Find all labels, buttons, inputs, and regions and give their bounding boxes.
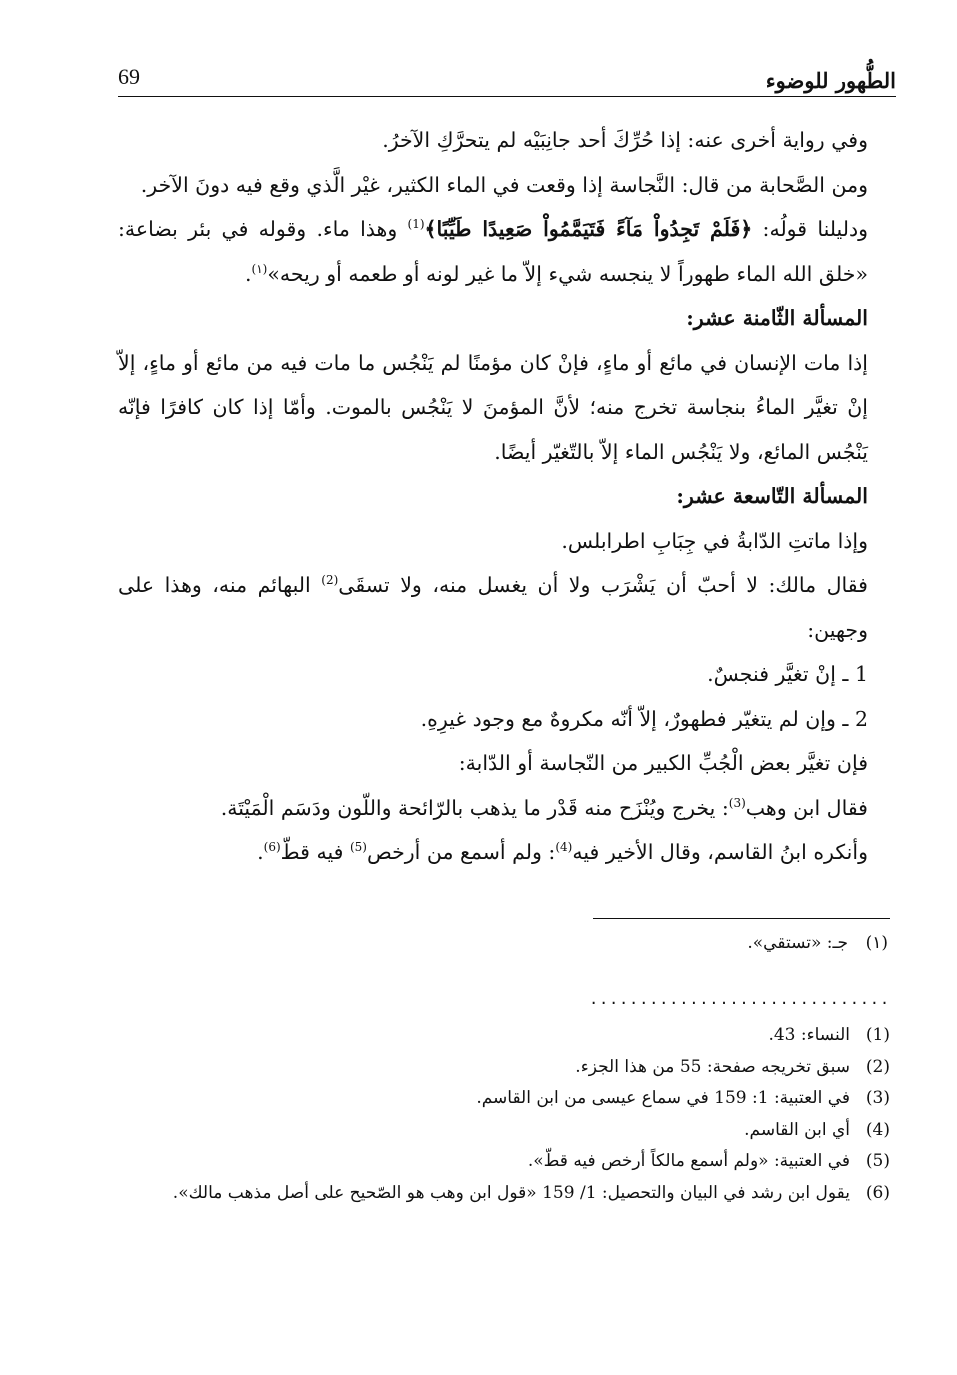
footnotes: [118, 1020, 890, 1209]
quran-verse: ﴿فَلَمْ تَجِدُواْ مَآءً فَتَيَمَّمُواْ صَعِيدًا طَيِّبًا﴾: [424, 217, 753, 241]
footnote-ref: (4): [555, 840, 573, 855]
footnote-item: [118, 928, 888, 958]
paragraph: [118, 207, 888, 296]
variant-footnote: [118, 928, 888, 958]
footnote-item: [118, 1083, 890, 1115]
footnote-ref: (1): [407, 217, 425, 232]
footnote-number: (3): [865, 1088, 890, 1108]
footnote-text: يقول ابن رشد في البيان والتحصيل: 1/ 159 «قول ابن وهب هو الصّحيح على أصل مذهب مالك».: [172, 1182, 850, 1203]
text-run: البهائم منه، وهذا على وجهين:: [118, 573, 868, 642]
footnote-text: في العتبية: «ولم أسمع مالكاً أرخص فيه قطّ».: [527, 1151, 850, 1171]
footnote-item: [118, 1115, 890, 1147]
footnote-text: النساء: 43.: [768, 1025, 850, 1045]
running-header: [118, 60, 896, 97]
text-run: .: [244, 261, 252, 286]
footnote-ref: (١): [251, 261, 268, 276]
footnote-item: [118, 1146, 890, 1178]
footnote-rule: [593, 918, 890, 919]
paragraph: فإن تغيَّر بعض الْجُبِّ الكبير من النّجاسة أو الدّابة:: [458, 751, 868, 775]
footnote-number: (2): [865, 1056, 890, 1077]
footnote-ref: (3): [728, 795, 746, 810]
section-heading: المسألة التّاسعة عشر:: [676, 484, 868, 508]
footnote-number: (6): [865, 1182, 890, 1203]
running-title: الطُّهور للوضوء: [765, 68, 896, 93]
paragraph: [118, 786, 888, 831]
footnote-text: في العتبية: 1: 159 في سماع عيسى من ابن القاسم.: [476, 1088, 850, 1108]
list-item: 1 ـ إنْ تغيَّر فنجسٌ.: [707, 662, 868, 686]
footnote-item: [118, 1052, 890, 1084]
footnote-number: (4): [865, 1119, 890, 1140]
section-heading: المسألة الثّامنة عشر:: [686, 306, 868, 330]
footnote-item: [118, 1178, 890, 1210]
text-run: فقال مالك: لا أحبّ أن يَشْرَب ولا أن يغسل منه، ولا تسقَى: [338, 573, 868, 597]
text-run: .: [257, 840, 264, 864]
dotted-separator: ..............................: [589, 990, 890, 1008]
footnote-item: [118, 1020, 890, 1052]
paragraph: [118, 563, 888, 652]
page-number: 69: [118, 64, 140, 89]
footnote-ref: (6): [263, 840, 281, 855]
footnote-ref: (2): [321, 573, 339, 588]
paragraph: إذا مات الإنسان في مائع أو ماءٍ، فإنْ كان مؤمنًا لم يَنْجُس ما مات فيه من مائع أو ماءٍ، إلاّ إنْ تغيَّر الماءُ بنجاسة تخرج منه؛ لأنَّ المؤمنَ لا يَنْجُس بالموت. وأمّا إذا كان كافرًا فإنّه يَنْجُس المائع، ولا يَنْجُس الماء إلاّ بالتّغيّر أيضًا.: [118, 350, 868, 464]
paragraph: وإذا ماتتِ الدّابةُ في جِبَابِ اطرابلس.: [561, 528, 868, 553]
paragraph: وفي رواية أخرى عنه: إذا حُرِّكَ أحد جانِبَيْه لم يتحرَّكِ الآخرُ.: [382, 128, 868, 152]
text-run: : يخرج ويُنْزَح منه قَدْر ما يذهب بالرّائحة واللّون ودَسَم الْمَيْتَة.: [220, 795, 729, 820]
footnote-text: أي ابن القاسم.: [744, 1119, 850, 1140]
text-run: : ولم أسمع من أرخص: [366, 840, 556, 864]
text-run: ودليلنا قولُه:: [752, 217, 868, 241]
footnote-text: سبق تخريجه صفحة: 55 من هذا الجزء.: [575, 1056, 850, 1077]
footnote-ref: (5): [349, 840, 367, 855]
text-run: فيه قطّ: [280, 840, 350, 864]
footnote-number: (5): [865, 1151, 890, 1171]
paragraph: ومن الصَّحابة من قال: النَّجاسة إذا وقعت في الماء الكثير، غيْر الَّذي وقع فيه دونَ الآخر.: [140, 172, 868, 197]
text-run: وهذا ماء. وقوله في بئر بضاعة: «خلق الله الماء طهوراً لا ينجسه شيء إلاّ ما غير لونه أو طعمه أو ريحه»: [118, 217, 868, 286]
footnote-text: جـ: «تستقي».: [747, 933, 848, 953]
text-run: وأنكره ابنُ القاسم، وقال الأخير فيه: [572, 840, 868, 864]
list-item: 2 ـ وإن لم يتغيّر فطهورٌ، إلاّ أنّه مكروهٌ مع وجود غيرِهِ.: [420, 706, 868, 731]
paragraph: [118, 830, 888, 875]
text-run: فقال ابن وهب: [745, 795, 868, 820]
main-text: [118, 118, 888, 875]
footnote-number: (١): [865, 933, 888, 953]
footnote-number: (1): [865, 1025, 890, 1045]
